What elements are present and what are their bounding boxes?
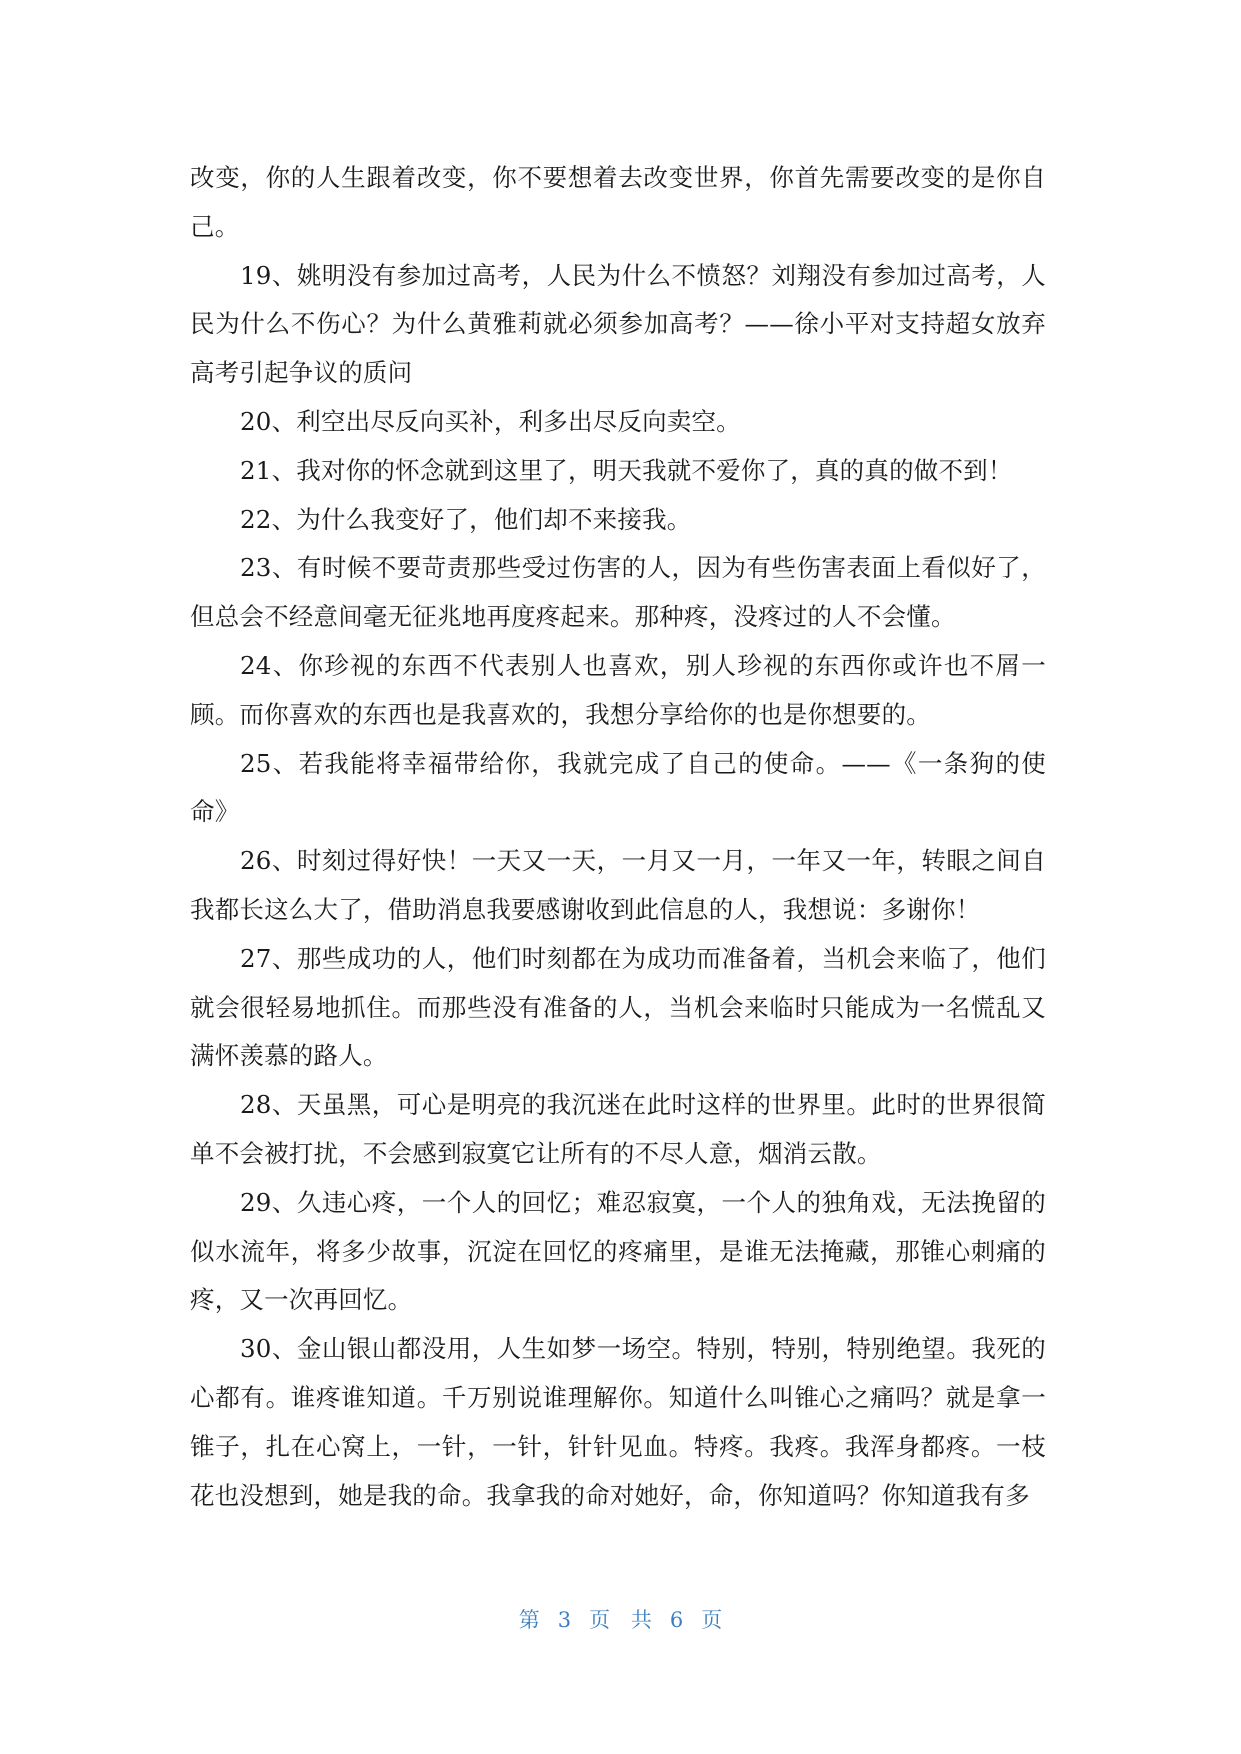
paragraph-23: 23、有时候不要苛责那些受过伤害的人，因为有些伤害表面上看似好了，但总会不经意间毫无征兆地再度疼起来。那种疼，没疼过的人不会懂。 xyxy=(190,553,1046,632)
paragraph-29: 29、久违心疼，一个人的回忆；难忍寂寞，一个人的独角戏，无法挽留的似水流年，将多少故事，沉淀在回忆的疼痛里，是谁无法掩藏，那锥心刺痛的疼，又一次再回忆。 xyxy=(190,1187,1046,1315)
paragraph-21: 21、我对你的怀念就到这里了，明天我就不爱你了，真的真的做不到！ xyxy=(240,455,1013,485)
footer-middle: 页 共 xyxy=(589,1608,652,1632)
paragraph-30: 30、金山银山都没用，人生如梦一场空。特别，特别，特别绝望。我死的心都有。谁疼谁知道。千万别说谁理解你。知道什么叫锥心之痛吗？就是拿一锥子，扎在心窝上，一针，一针，针针见血。特疼。我疼。我浑身都疼。一枝花也没想到，她是我的命。我拿我的命对她好，命，你知道吗？你知道我有多 xyxy=(190,1334,1046,1510)
total-pages-number: 6 xyxy=(669,1608,684,1632)
page-footer xyxy=(0,1604,1241,1634)
paragraph-25: 25、若我能将幸福带给你，我就完成了自己的使命。——《一条狗的使命》 xyxy=(190,748,1046,827)
current-page-number: 3 xyxy=(557,1608,572,1632)
paragraph-27: 27、那些成功的人，他们时刻都在为成功而准备着，当机会来临了，他们就会很轻易地抓住。而那些没有准备的人，当机会来临时只能成为一名慌乱又满怀羡慕的路人。 xyxy=(190,943,1046,1071)
document-body xyxy=(190,154,1046,1520)
footer-suffix: 页 xyxy=(701,1608,723,1632)
paragraph-24: 24、你珍视的东西不代表别人也喜欢，别人珍视的东西你或许也不屑一顾。而你喜欢的东西也是我喜欢的，我想分享给你的也是你想要的。 xyxy=(190,650,1046,729)
footer-prefix: 第 xyxy=(518,1608,540,1632)
paragraph-0: 改变，你的人生跟着改变，你不要想着去改变世界，你首先需要改变的是你自己。 xyxy=(190,163,1046,241)
paragraph-20: 20、利空出尽反向买补，利多出尽反向卖空。 xyxy=(240,406,741,436)
paragraph-19: 19、姚明没有参加过高考，人民为什么不愤怒？刘翔没有参加过高考，人民为什么不伤心？为什么黄雅莉就必须参加高考？——徐小平对支持超女放弃高考引起争议的质问 xyxy=(190,260,1046,388)
paragraph-26: 26、时刻过得好快！一天又一天，一月又一月，一年又一年，转眼之间自我都长这么大了，借助消息我要感谢收到此信息的人，我想说：多谢你！ xyxy=(190,846,1046,924)
paragraph-22: 22、为什么我变好了，他们却不来接我。 xyxy=(240,504,692,534)
paragraph-28: 28、天虽黑，可心是明亮的我沉迷在此时这样的世界里。此时的世界很简单不会被打扰，不会感到寂寞它让所有的不尽人意，烟消云散。 xyxy=(190,1090,1046,1168)
